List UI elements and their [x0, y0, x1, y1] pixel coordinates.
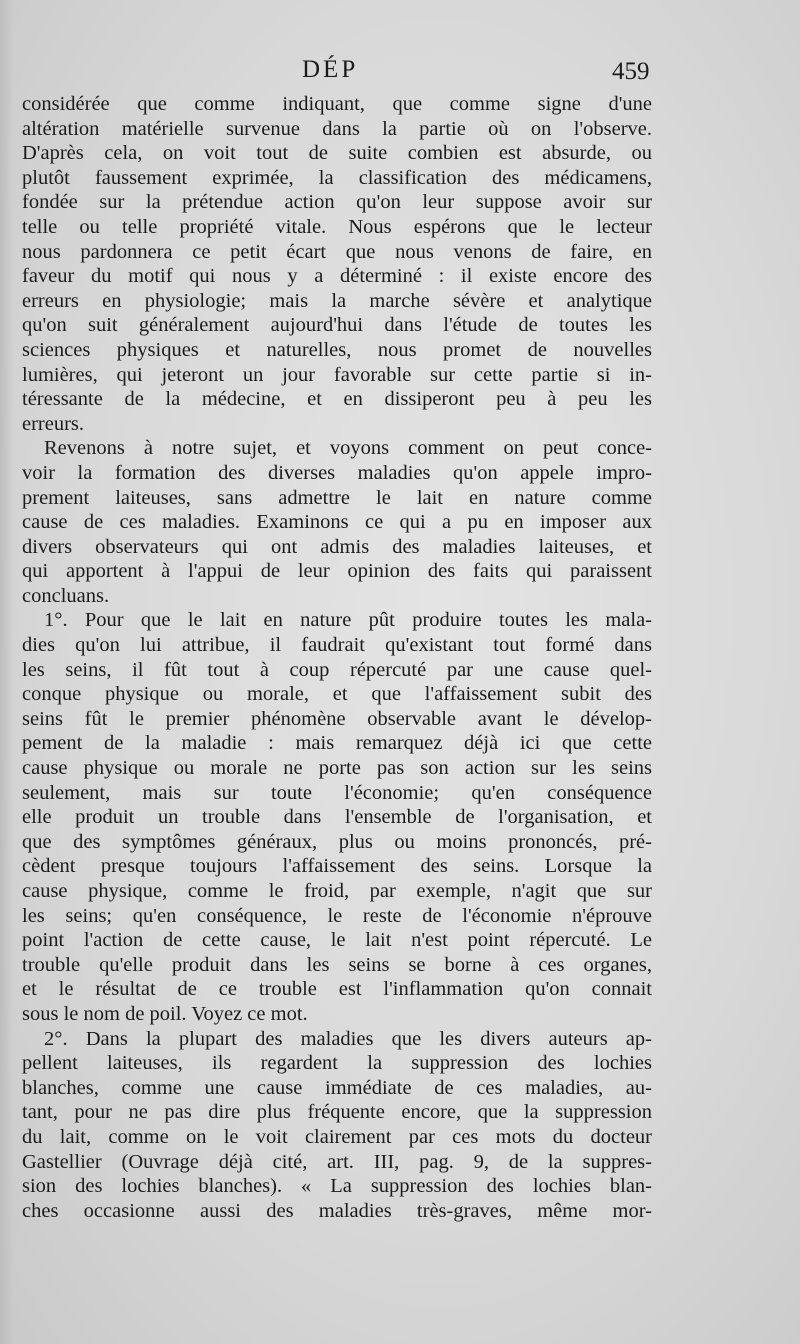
text-line: prement laiteuses, sans admettre le lait en nature comme [22, 486, 652, 509]
text-line: ches occasionne aussi des maladies très-graves, même mor- [22, 1199, 652, 1222]
text-line: sion des lochies blanches). « La suppression des lochies blan- [22, 1175, 652, 1198]
text-line: cèdent presque toujours l'affaissement des seins. Lorsque la [22, 855, 652, 878]
text-line: sciences physiques et naturelles, nous promet de nouvelles [22, 338, 652, 361]
text-line: fondée sur la prétendue action qu'on leur suppose avoir sur [22, 191, 652, 214]
text-line: Gastellier (Ouvrage déjà cité, art. III, pag. 9, de la suppres- [22, 1150, 652, 1173]
text-line: cause physique, comme le froid, par exemple, n'agit que sur [22, 880, 652, 902]
page-header [0, 52, 800, 92]
text-line: seulement, mais sur toute l'économie; qu'en conséquence [22, 781, 652, 804]
text-line: pellent laiteuses, ils regardent la suppression des lochies [22, 1052, 652, 1075]
text-line: téressante de la médecine, et en dissiperont peu à peu les [22, 388, 652, 411]
text-line: cause physique ou morale ne porte pas son action sur les seins [22, 757, 652, 780]
text-line: concluans. [22, 584, 110, 607]
text-line: dies qu'on lui attribue, il faudrait qu'existant tout formé dans [22, 634, 652, 657]
text-line: Revenons à notre sujet, et voyons comment on peut conce- [44, 437, 652, 460]
text-line: faveur du motif qui nous y a déterminé : il existe encore des [22, 265, 652, 288]
page-gutter-shadow [0, 0, 14, 1344]
text-line: qui apportent à l'appui de leur opinion des faits qui paraissent [22, 560, 652, 583]
text-line: nous pardonnera ce petit écart que nous venons de faire, en [22, 240, 652, 263]
text-line: seins fût le premier phénomène observable avant le dévelop- [22, 707, 652, 730]
text-line: trouble qu'elle produit dans les seins se borne à ces organes, [22, 953, 652, 976]
text-line: considérée que comme indiquant, que comme signe d'une [22, 93, 652, 115]
text-line: plutôt faussement exprimée, la classification des médicamens, [22, 166, 652, 189]
text-line: conque physique ou morale, et que l'affaissement subit des [22, 683, 652, 706]
text-line: sous le nom de poil. Voyez ce mot. [22, 1002, 308, 1025]
text-line: erreurs en physiologie; mais la marche sévère et analytique [22, 289, 652, 312]
text-line: du lait, comme on le voit clairement par ces mots du docteur [22, 1125, 652, 1148]
text-line: 1°. Pour que le lait en nature pût produire toutes les mala- [44, 609, 652, 632]
running-head: DÉP [302, 56, 359, 83]
text-line: que des symptômes généraux, plus ou moins prononcés, pré- [22, 830, 652, 853]
text-line: tant, pour ne pas dire plus fréquente encore, que la suppression [22, 1101, 652, 1124]
text-line: elle produit un trouble dans l'ensemble de l'organisation, et [22, 806, 652, 829]
text-line: 2°. Dans la plupart des maladies que les divers auteurs ap- [44, 1027, 652, 1050]
page-body-text [22, 92, 652, 1223]
text-line: D'après cela, on voit tout de suite combien est absurde, ou [22, 142, 652, 165]
text-line: pement de la maladie : mais remarquez déjà ici que cette [22, 732, 652, 755]
text-line: blanches, comme une cause immédiate de ces maladies, au- [22, 1076, 652, 1099]
page-number: 459 [612, 58, 650, 85]
text-line: erreurs. [22, 412, 85, 435]
text-line: et le résultat de ce trouble est l'inflammation qu'on connait [22, 978, 652, 1001]
text-line: les seins, il fût tout à coup répercuté par une cause quel- [22, 658, 652, 681]
text-line: point l'action de cette cause, le lait n'est point répercuté. Le [22, 929, 652, 952]
text-line: telle ou telle propriété vitale. Nous espérons que le lecteur [22, 215, 652, 238]
text-line: qu'on suit généralement aujourd'hui dans l'étude de toutes les [22, 314, 652, 337]
text-line: altération matérielle survenue dans la partie où on l'observe. [22, 117, 652, 140]
text-line: divers observateurs qui ont admis des maladies laiteuses, et [22, 535, 652, 558]
text-line: voir la formation des diverses maladies qu'on appele impro- [22, 461, 652, 484]
text-line: les seins; qu'en conséquence, le reste de l'économie n'éprouve [22, 904, 652, 927]
text-line: lumières, qui jeteront un jour favorable sur cette partie si in- [22, 363, 652, 386]
text-line: cause de ces maladies. Examinons ce qui a pu en imposer aux [22, 511, 652, 534]
